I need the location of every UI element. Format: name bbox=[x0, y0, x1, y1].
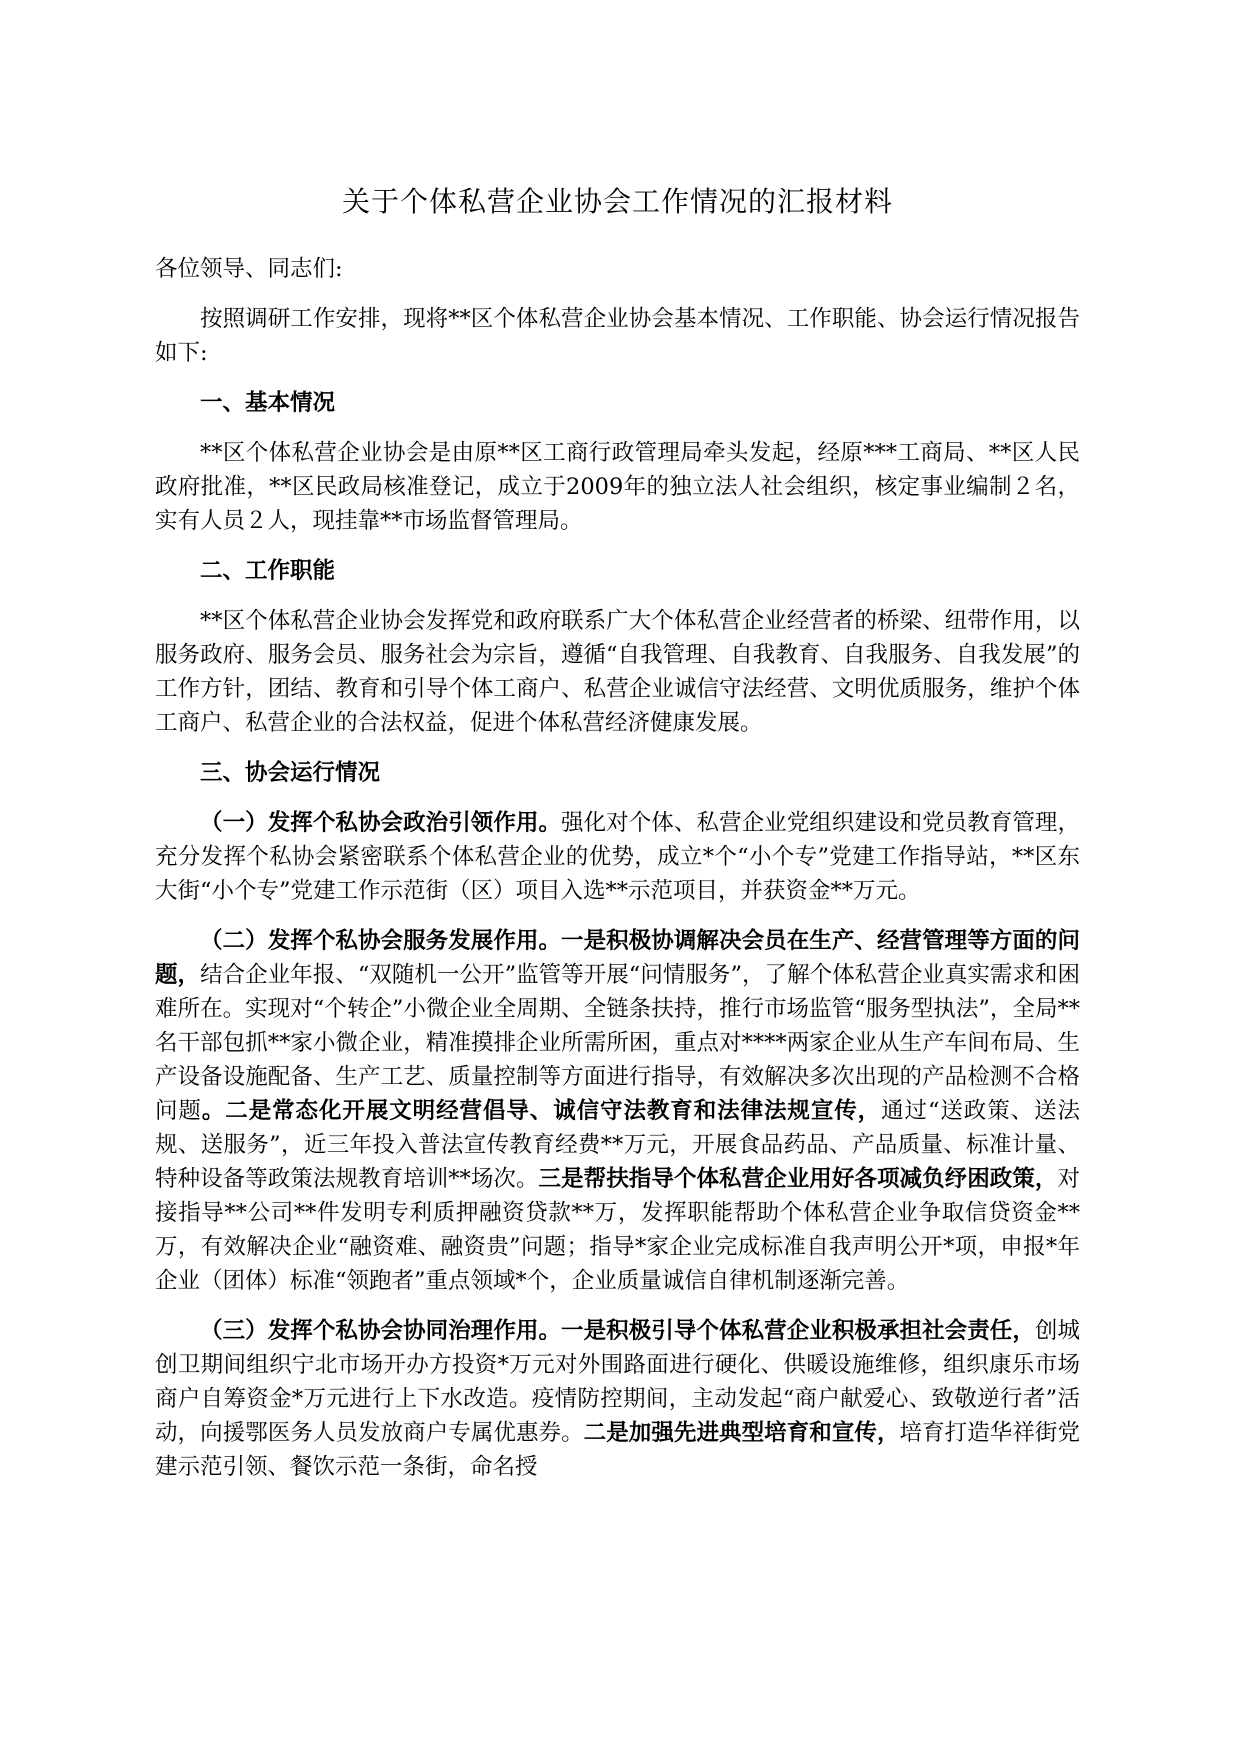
paragraph-3-point-1: 一是积极引导个体私营企业积极承担社会责任， bbox=[561, 1318, 1035, 1344]
section1-heading: 一、基本情况 bbox=[200, 390, 336, 416]
paragraph-1-lead: （一）发挥个私协会政治引领作用。 bbox=[200, 810, 562, 836]
paragraph-2-point-3: 三是帮扶指导个体私营企业用好各项减负纾困政策， bbox=[538, 1166, 1058, 1192]
paragraph-2-text-2: 通过“送政策、送法规、送服务”，近三年投入普法宣传教育经费**万元，开展食品药品、产品质量、标准计量、特种设备等政策法规教育培训**场次。 bbox=[155, 1098, 1080, 1192]
document-title: 关于个体私营企业协会工作情况的汇报材料 bbox=[341, 185, 893, 218]
paragraph-2-point-2: 。二是常态化开展文明经营倡导、诚信守法教育和法律法规宣传， bbox=[201, 1098, 882, 1124]
paragraph-1-text: 强化对个体、私营企业党组织建设和党员教育管理，充分发挥个私协会紧密联系个体私营企业的优势，成立*个“小个专”党建工作指导站，**区东大街“小个专”党建工作示范街（区）项目入选**示范项目，并获资金**万元。 bbox=[155, 810, 1080, 904]
section1-body: **区个体私营企业协会是由原**区工商行政管理局牵头发起，经原***工商局、**区人民政府批准，**区民政局核准登记，成立于2009年的独立法人社会组织，核定事业编制２名，实有人员２人，现挂靠**市场监督管理局。 bbox=[155, 440, 1080, 534]
paragraph-3-point-2: 二是加强先进典型培育和宣传， bbox=[583, 1420, 900, 1446]
section3-paragraph-3 bbox=[155, 1314, 1080, 1484]
paragraph-3-lead: （三）发挥个私协会协同治理作用。 bbox=[200, 1318, 562, 1344]
paragraph-2-point-1: 一是积极协调解决会员在生产、经营管理等方面的问题， bbox=[155, 928, 1080, 988]
paragraph-2-text-3: 对接指导**公司**件发明专利质押融资贷款**万，发挥职能帮助个体私营企业争取信贷资金**万，有效解决企业“融资难、融资贵”问题；指导*家企业完成标准自我声明公开*项，申报*年企业（团体）标准“领跑者”重点领域*个，企业质量诚信自律机制逐渐完善。 bbox=[155, 1166, 1080, 1294]
intro-paragraph: 按照调研工作安排，现将**区个体私营企业协会基本情况、工作职能、协会运行情况报告如下: bbox=[155, 306, 1080, 366]
section2-heading: 二、工作职能 bbox=[200, 558, 336, 584]
paragraph-3-text-1: 创城创卫期间组织宁北市场开办方投资*万元对外围路面进行硬化、供暖设施维修，组织康乐市场商户自筹资金*万元进行上下水改造。疫情防控期间，主动发起“商户献爱心、致敬逆行者”活动，向援鄂医务人员发放商户专属优惠券。 bbox=[155, 1318, 1080, 1446]
section3-paragraph-2 bbox=[155, 924, 1080, 1298]
section3-heading: 三、协会运行情况 bbox=[200, 760, 381, 786]
salutation: 各位领导、同志们: bbox=[155, 256, 343, 282]
paragraph-2-lead: （二）发挥个私协会服务发展作用。 bbox=[200, 928, 562, 954]
paragraph-3-text-2: 培育打造华祥街党建示范引领、餐饮示范一条街，命名授 bbox=[155, 1420, 1080, 1480]
section3-paragraph-1 bbox=[155, 806, 1080, 908]
section2-body: **区个体私营企业协会发挥党和政府联系广大个体私营企业经营者的桥梁、纽带作用，以服务政府、服务会员、服务社会为宗旨，遵循“自我管理、自我教育、自我服务、自我发展”的工作方针，团结、教育和引导个体工商户、私营企业诚信守法经营、文明优质服务，维护个体工商户、私营企业的合法权益，促进个体私营经济健康发展。 bbox=[155, 608, 1080, 736]
paragraph-2-text-1: 结合企业年报、“双随机一公开”监管等开展“问情服务”，了解个体私营企业真实需求和困难所在。实现对“个转企”小微企业全周期、全链条扶持，推行市场监管“服务型执法”，全局**名干部包抓**家小微企业，精准摸排企业所需所困，重点对****两家企业从生产车间布局、生产设备设施配备、生产工艺、质量控制等方面进行指导，有效解决多次出现的产品检测不合格问题 bbox=[155, 962, 1080, 1124]
